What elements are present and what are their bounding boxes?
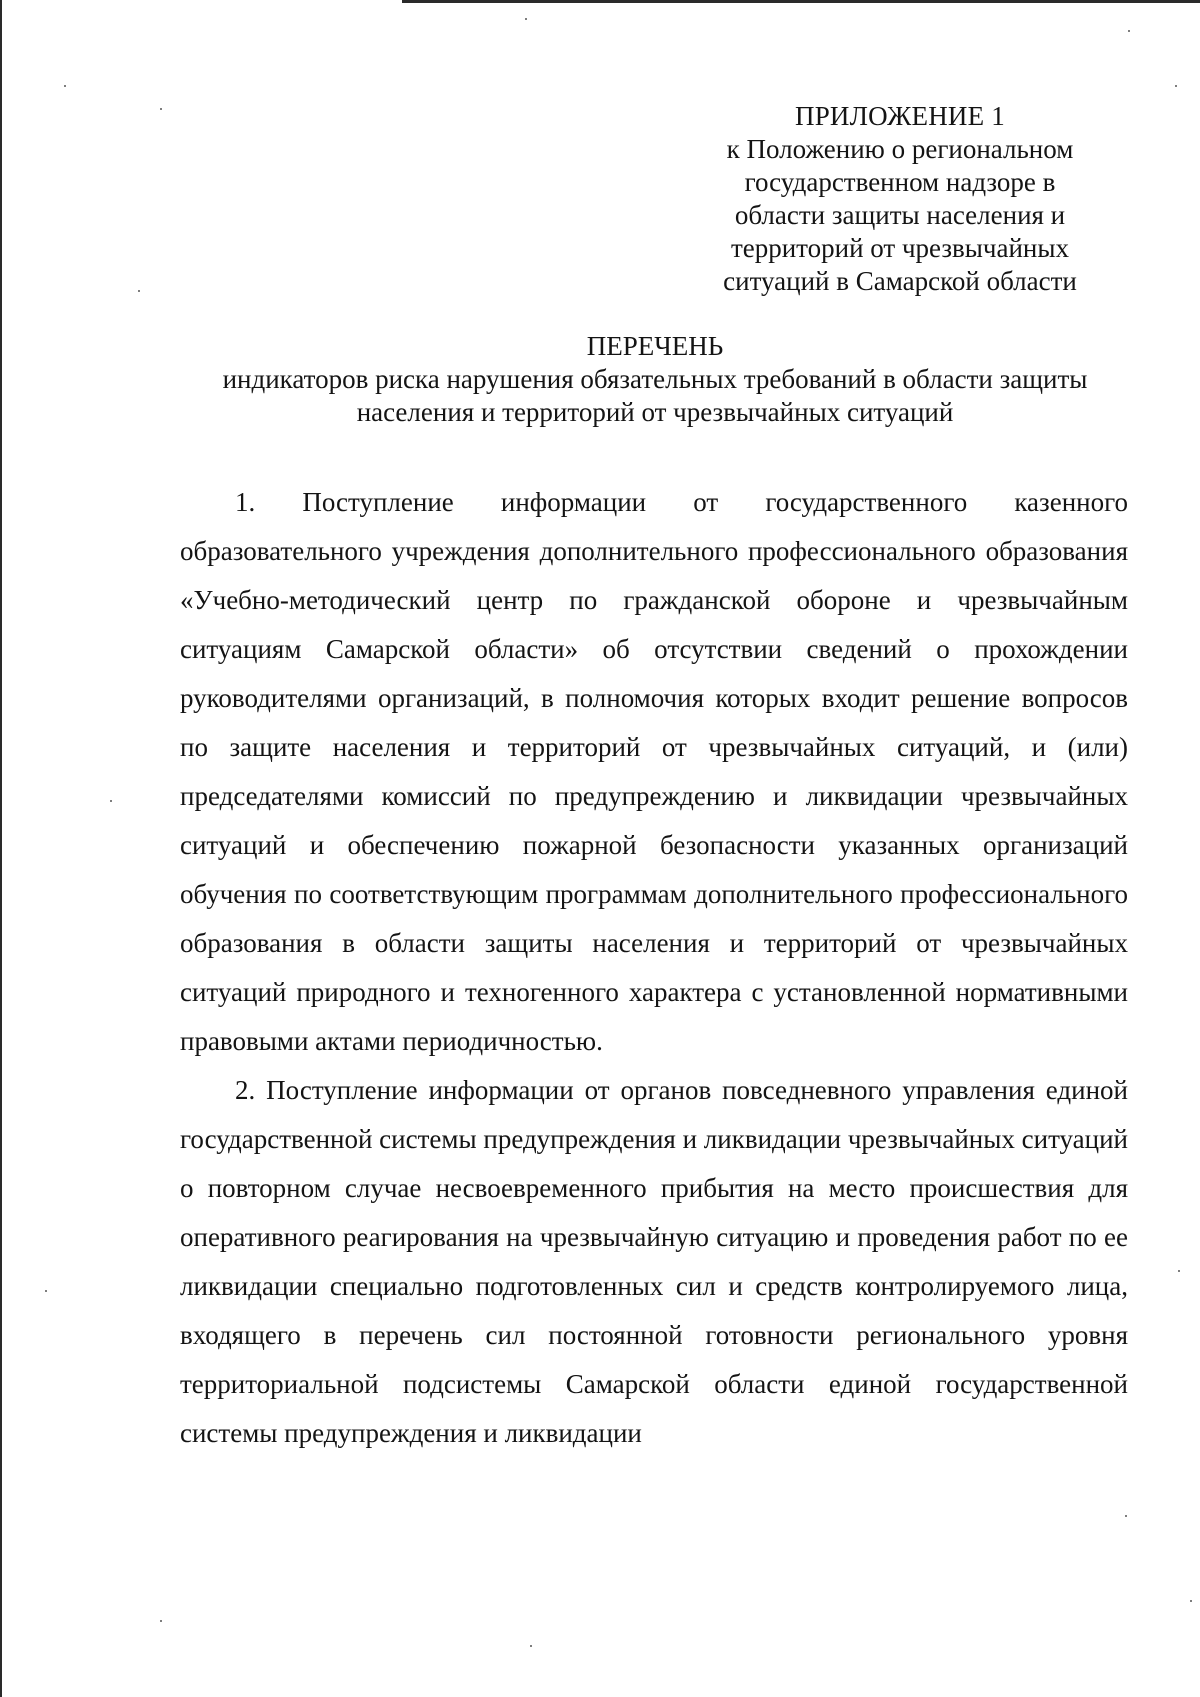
scan-speck [1125,1515,1127,1517]
document-body [180,478,1128,1458]
heading-title: ПЕРЕЧЕНЬ [586,331,724,361]
scan-edge-left [0,0,2,1697]
appendix-line: государственном надзоре в [744,167,1056,197]
scan-speck [525,18,527,20]
scan-edge-top [402,0,1200,3]
paragraph-item-1: 1. Поступление информации от государственного казенного образовательного учреждения дополнительного профессионального образования «Учебно-методический центр по гражданской обороне и чрезвычайным ситуациям Самарской области» об отсутствии сведений о прохождении руководителями организаций, в полномочия которых входит решение вопросов по защите населения и территорий от чрезвычайных ситуаций, и (или) председателями комиссий по предупреждению и ликвидации чрезвычайных ситуаций и обеспечению пожарной безопасности указанных организаций обучения по соответствующим программам дополнительного профессионального образования в области защиты населения и территорий от чрезвычайных ситуаций природного и техногенного характера с установленной нормативными правовыми актами периодичностью. [180,487,1128,1056]
scan-speck [64,85,66,87]
heading-subtitle-line: населения и территорий от чрезвычайных ситуаций [356,397,954,427]
scan-speck [110,800,112,802]
scan-speck [45,1290,47,1292]
appendix-line: ситуаций в Самарской области [723,266,1077,296]
appendix-line: территорий от чрезвычайных [730,233,1070,263]
scan-speck [1175,85,1177,87]
scan-speck [1128,30,1130,32]
heading-subtitle-line: индикаторов риска нарушения обязательных требований в области защиты [222,364,1088,394]
appendix-line: к Положению о региональном [726,134,1074,164]
appendix-line: области защиты населения и [734,200,1066,230]
scan-speck [160,1620,162,1622]
appendix-block [700,100,1100,298]
appendix-title: ПРИЛОЖЕНИЕ 1 [795,101,1005,131]
scan-speck [138,290,140,292]
scan-speck [1178,1270,1180,1272]
scan-speck [1190,1600,1192,1602]
scan-speck [160,108,162,110]
document-heading [150,330,1160,429]
paragraph-item-2: 2. Поступление информации от органов повседневного управления единой государственной системы предупреждения и ликвидации чрезвычайных ситуаций о повторном случае несвоевременного прибытия на место происшествия для оперативного реагирования на чрезвычайную ситуацию и проведения работ по ее ликвидации специально подготовленных сил и средств контролируемого лица, входящего в перечень сил постоянной готовности регионального уровня территориальной подсистемы Самарской области единой государственной системы предупреждения и ликвидации [180,1075,1128,1448]
scan-speck [530,1645,532,1647]
